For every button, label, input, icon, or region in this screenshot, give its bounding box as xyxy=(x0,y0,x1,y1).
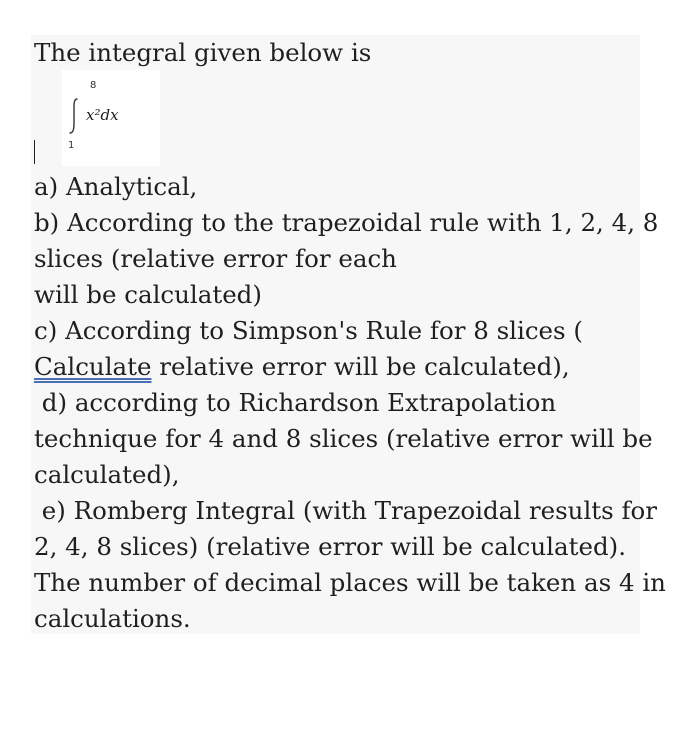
note-line2: calculations. xyxy=(34,604,191,633)
item-b-line1: b) According to the trapezoidal rule with 1, 2, 4, 8 xyxy=(34,208,659,237)
lower-limit: 1 xyxy=(68,140,75,151)
item-c-line1: c) According to Simpson's Rule for 8 slices ( xyxy=(34,316,583,345)
item-d-line1: d) according to Richardson Extrapolation xyxy=(34,388,557,417)
spellcheck-word[interactable]: Calculate xyxy=(34,352,152,381)
item-e-line1: e) Romberg Integral (with Trapezoidal results for xyxy=(34,496,658,525)
item-e-line2: 2, 4, 8 slices) (relative error will be calculated). xyxy=(34,532,626,561)
item-c-line2-rest: relative error will be calculated), xyxy=(151,352,570,381)
note-line1: The number of decimal places will be taken as 4 in xyxy=(34,568,666,597)
text-cursor xyxy=(34,140,35,164)
integral-sign-icon xyxy=(66,96,82,136)
upper-limit: 8 xyxy=(90,80,97,91)
integrand: x²dx xyxy=(86,106,119,124)
item-d-line3: calculated), xyxy=(34,460,180,489)
item-b-line3: will be calculated) xyxy=(34,280,262,309)
item-c-line2 xyxy=(34,352,570,382)
item-b-line2: slices (relative error for each xyxy=(34,244,397,273)
item-a: a) Analytical, xyxy=(34,172,198,201)
item-d-line2: technique for 4 and 8 slices (relative error will be xyxy=(34,424,653,453)
intro-text: The integral given below is xyxy=(34,38,372,67)
